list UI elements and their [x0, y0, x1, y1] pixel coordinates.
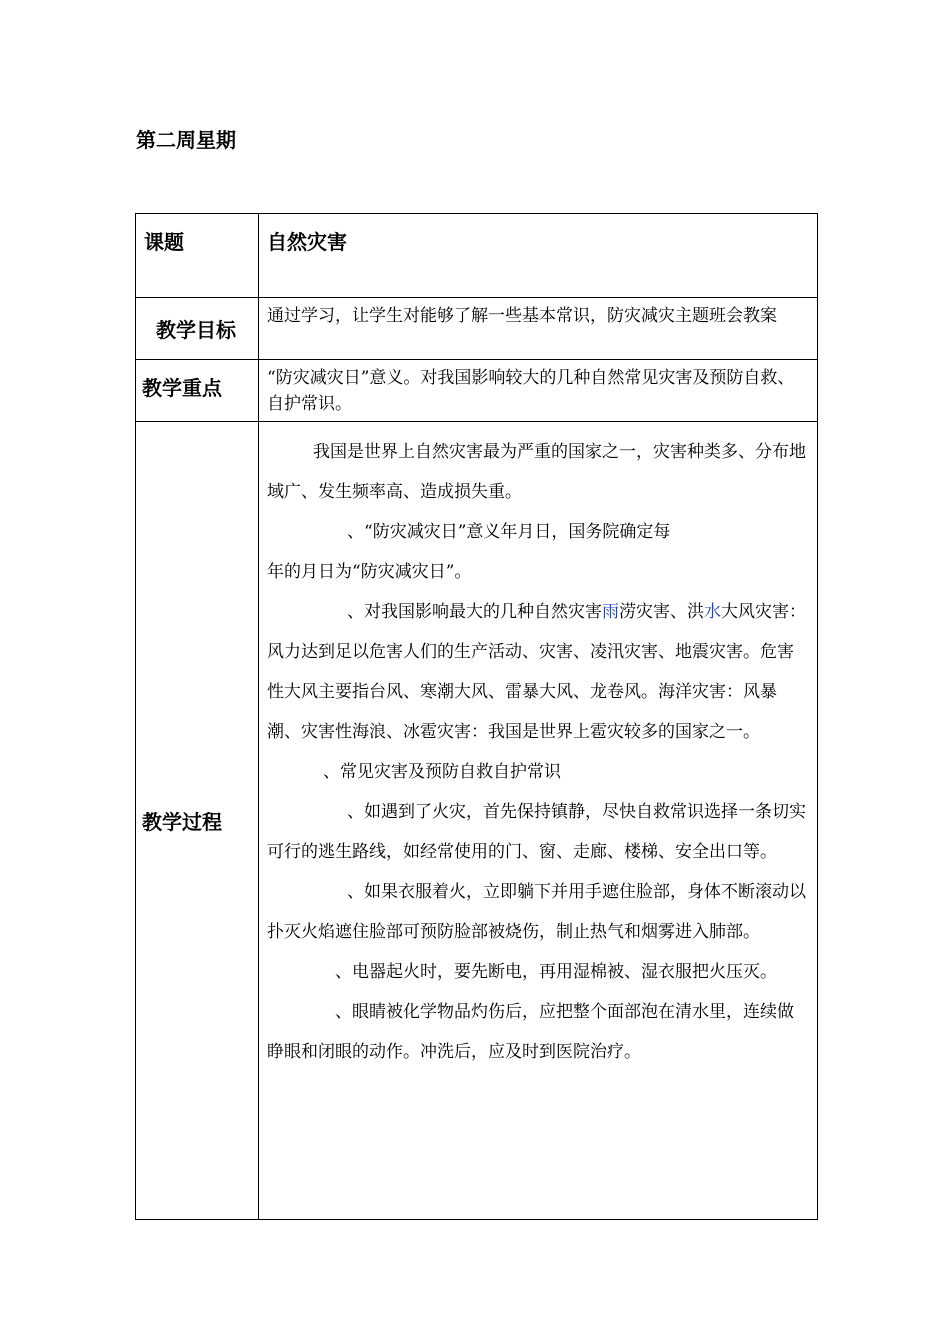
- objective-value: 通过学习，让学生对能够了解一些基本常识，防灾减灾主题班会教案: [259, 298, 818, 360]
- topic-value: 自然灾害: [259, 214, 818, 298]
- process-value: [259, 422, 818, 1220]
- process-paragraph: 、对我国影响最大的几种自然灾害雨涝灾害、洪水大风灾害：风力达到足以危害人们的生产活动、灾害、凌汛灾害、地震灾害。危害性大风主要指台风、寒潮大风、雷暴大风、龙卷风。海洋灾害：风暴潮、灾害性海浪、冰雹灾害：我国是世界上雹灾较多的国家之一。: [267, 602, 806, 742]
- key-points-value: “防灾减灾日”意义。对我国影响较大的几种自然常见灾害及预防自救、自护常识。: [259, 360, 818, 422]
- process-paragraph: 、如果衣服着火，立即躺下并用手遮住脸部，身体不断滚动以扑灭火焰遮住脸部可预防脸部被烧伤，制止热气和烟雾进入肺部。: [267, 882, 806, 942]
- row-process: [136, 422, 818, 1220]
- process-paragraph: 、“防灾减灾日”意义年月日，国务院确定每: [347, 522, 671, 542]
- process-paragraph: 、眼睛被化学物品灼伤后，应把整个面部泡在清水里，连续做睁眼和闭眼的动作。冲洗后，应及时到医院治疗。: [267, 1002, 794, 1062]
- lesson-plan-table: [135, 213, 818, 1220]
- label-process: 教学过程: [136, 422, 259, 1220]
- row-objective: [136, 298, 818, 360]
- row-key-points: [136, 360, 818, 422]
- process-paragraph: 、电器起火时，要先断电，再用湿棉被、湿衣服把火压灭。: [335, 962, 777, 982]
- row-topic: [136, 214, 818, 298]
- process-paragraph: 、常见灾害及预防自救自护常识: [323, 762, 561, 782]
- process-paragraph: 年的月日为“防灾减灾日”。: [267, 562, 472, 582]
- label-key-points: 教学重点: [136, 360, 259, 422]
- page-heading: 第二周星期: [136, 128, 236, 152]
- process-paragraph: 我国是世界上自然灾害最为严重的国家之一，灾害种类多、分布地域广、发生频率高、造成损失重。: [267, 442, 806, 502]
- label-objective: 教学目标: [136, 298, 259, 360]
- label-topic: 课题: [136, 214, 259, 298]
- process-paragraph: 、如遇到了火灾，首先保持镇静，尽快自救常识选择一条切实可行的逃生路线，如经常使用的门、窗、走廊、楼梯、安全出口等。: [267, 802, 806, 862]
